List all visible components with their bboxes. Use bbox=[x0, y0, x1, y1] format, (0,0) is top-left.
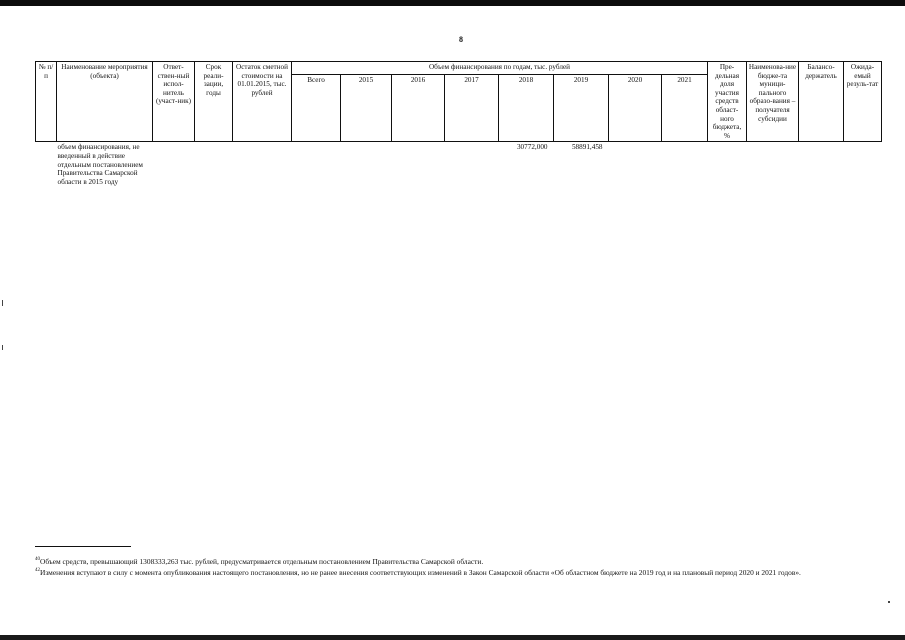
page-number: 8 bbox=[459, 35, 463, 44]
header-year-2021: 2021 bbox=[662, 74, 708, 142]
row-description: объем финансирования, не введенный в действие отдельным постановлением Правительства Самарской области в 2015 году bbox=[57, 143, 143, 186]
header-year-2015: 2015 bbox=[341, 74, 392, 142]
row-value-2019: 58891,458 bbox=[571, 143, 603, 152]
row-value-2018: 30772,000 bbox=[516, 143, 548, 152]
table-row bbox=[36, 142, 882, 187]
footnote-text: Изменения вступают в силу с момента опубликования настоящего постановления, но не ранее внесения соответствующих изменений в Закон Самарской области «Об областном бюджете на 2019 год и на плановый период 2020 и 2021 годов». bbox=[40, 568, 801, 577]
scan-bottom-edge bbox=[0, 635, 905, 640]
financing-table bbox=[35, 61, 882, 187]
header-result: Ожида-емый резуль-тат bbox=[844, 62, 882, 142]
header-name: Наименование мероприятия (объекта) bbox=[57, 62, 153, 142]
header-year-2017: 2017 bbox=[445, 74, 499, 142]
header-year-2016: 2016 bbox=[392, 74, 445, 142]
header-funding-group: Объем финансирования по годам, тыс. рублей bbox=[292, 62, 708, 75]
header-deadline: Срок реали-зации, годы bbox=[195, 62, 233, 142]
header-remainder: Остаток сметной стоимости на 01.01.2015, тыс. рублей bbox=[233, 62, 292, 142]
header-recipient: Наименова-ние бюдже-та муници-пального образо-вания – получателя субсидии bbox=[747, 62, 799, 142]
footnote-40 bbox=[35, 557, 890, 567]
header-num: № п/п bbox=[36, 62, 57, 142]
header-executor: Ответ-ствен-ный испол-нитель (участ-ник) bbox=[153, 62, 195, 142]
header-holder: Балансо-держатель bbox=[799, 62, 844, 142]
footnote-42 bbox=[35, 568, 890, 578]
header-year-2018: 2018 bbox=[499, 74, 554, 142]
footnote-mark: 42 bbox=[35, 568, 40, 573]
header-share: Пре-дельная доля участия средств област-ного бюджета, % bbox=[708, 62, 747, 142]
footnote-separator bbox=[35, 546, 131, 547]
header-year-2019: 2019 bbox=[554, 74, 609, 142]
header-year-2020: 2020 bbox=[609, 74, 662, 142]
scan-top-edge bbox=[0, 0, 905, 6]
scan-speck bbox=[2, 345, 3, 350]
scan-speck bbox=[888, 601, 890, 603]
footnote-mark: 40 bbox=[35, 557, 40, 562]
header-total: Всего bbox=[292, 74, 341, 142]
scan-speck bbox=[2, 300, 3, 306]
footnote-text: Объем средств, превышающий 1308333,263 тыс. рублей, предусматривается отдельным постановлением Правительства Самарской области. bbox=[40, 557, 484, 566]
